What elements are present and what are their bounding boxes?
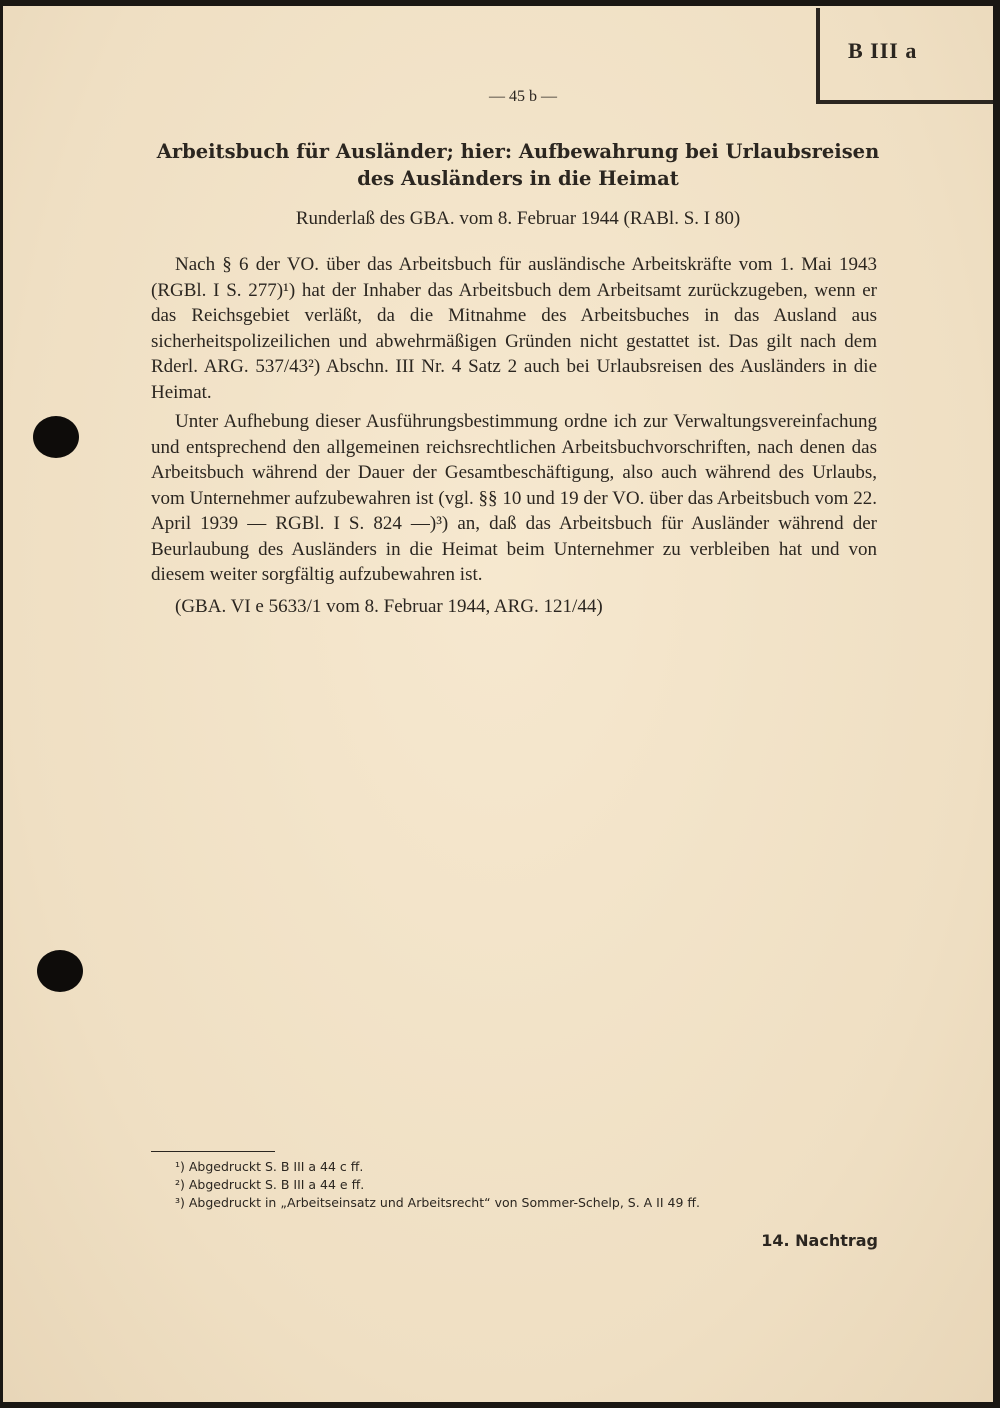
file-reference: (GBA. VI e 5633/1 vom 8. Februar 1944, ARG. 121/44) [175,595,603,617]
footnote-divider [151,1151,275,1152]
section-label: B III a [848,38,918,63]
document-page [3,6,993,1402]
title-line-1: Arbeitsbuch für Ausländer; hier: Aufbewahrung bei Urlaubsreisen [156,140,880,163]
title-line-2: des Ausländers in die Heimat [357,167,679,190]
document-title [123,138,913,192]
decree-reference: Runderlaß des GBA. vom 8. Februar 1944 (RABl. S. I 80) [295,208,741,229]
footnote-3: ³) Abgedruckt in „Arbeitseinsatz und Arbeitsrecht“ von Sommer-Schelp, S. A II 49 ff. [175,1195,700,1210]
paragraph-2: Unter Aufhebung dieser Ausführungsbestimmung ordne ich zur Verwaltungsvereinfachung und entsprechend den allgemeinen reichsrechtlichen Arbeitsbuchvorschriften, nach denen das Arbeitsbuch während der Dauer der Gesamtbeschäftigung, also auch während des Urlaubs, vom Unternehmer aufzubewahren ist (vgl. §§ 10 und 19 der VO. über das Arbeitsbuch vom 22. April 1939 — RGBl. I S. 824 —)³) an, daß das Arbeitsbuch für Ausländer während der Beurlaubung des Ausländers in die Heimat beim Unternehmer zu verbleiben hat und von diesem weiter sorgfältig aufzubewahren ist. [151,411,877,585]
page-number: — 45 b — [489,88,557,105]
footnote-1: ¹) Abgedruckt S. B III a 44 c ff. [175,1159,364,1174]
supplement-label: 14. Nachtrag [761,1231,878,1250]
paragraph-1: Nach § 6 der VO. über das Arbeitsbuch für ausländische Arbeitskräfte vom 1. Mai 1943 (RGBl. I S. 277)¹) hat der Inhaber das Arbeitsbuch dem Arbeitsamt zurückzugeben, wenn er das Reichsgebiet verläßt, da die Mitnahme des Arbeitsbuches in das Ausland aus sicherheitspolizeilichen und abwehrmäßigen Gründen nicht gestattet ist. Das gilt nach dem Rderl. ARG. 537/43²) Abschn. III Nr. 4 Satz 2 auch bei Urlaubsreisen des Ausländers in die Heimat. [151,254,877,403]
body-text [151,252,877,623]
punch-hole-top [33,416,79,458]
footnotes [175,1158,895,1212]
footnote-2: ²) Abgedruckt S. B III a 44 e ff. [175,1177,365,1192]
punch-hole-bottom [37,950,83,992]
